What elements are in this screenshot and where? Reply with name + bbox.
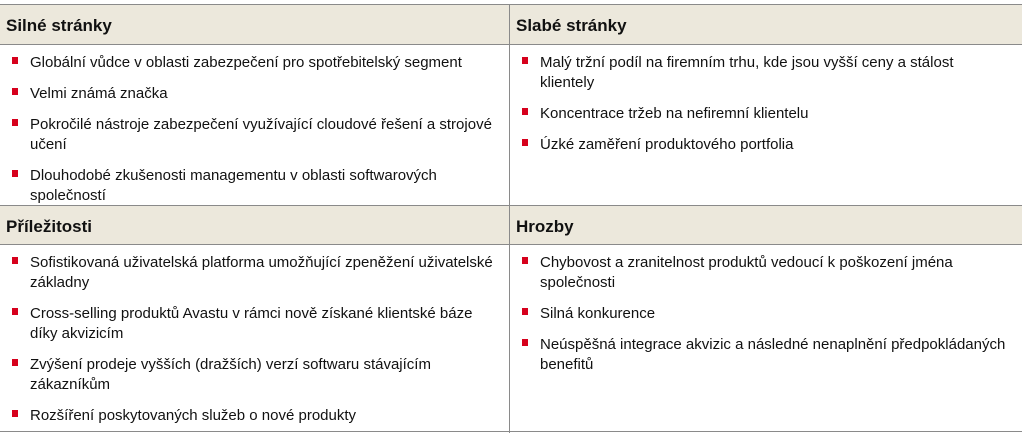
list-item-text: Neúspěšná integrace akvizic a následné nenaplnění předpokládaných benefitů <box>540 336 1006 373</box>
list-item <box>520 304 1010 324</box>
weaknesses-cell <box>510 45 1022 205</box>
list-item <box>10 53 497 73</box>
list-item-text: Dlouhodobé zkušenosti managementu v oblasti softwarových společností <box>30 167 437 204</box>
list-item <box>10 166 497 206</box>
list-item-text: Sofistikovaná uživatelská platforma umožňující zpeněžení uživatelské základny <box>30 254 493 291</box>
opportunities-list <box>10 253 497 426</box>
list-item <box>10 115 497 155</box>
square-bullet-icon <box>522 339 528 346</box>
square-bullet-icon <box>12 57 18 64</box>
square-bullet-icon <box>12 119 18 126</box>
list-item <box>520 253 1010 293</box>
square-bullet-icon <box>12 257 18 264</box>
threats-list <box>520 253 1010 375</box>
strengths-list <box>10 53 497 206</box>
square-bullet-icon <box>12 170 18 177</box>
strengths-cell <box>0 45 510 205</box>
list-item <box>520 104 1010 124</box>
list-item <box>10 253 497 293</box>
list-item <box>520 335 1010 375</box>
weaknesses-title: Slabé stránky <box>516 16 627 35</box>
list-item-text: Chybovost a zranitelnost produktů vedoucí k poškození jména společnosti <box>540 254 953 291</box>
opportunities-title: Příležitosti <box>6 217 92 236</box>
list-item-text: Globální vůdce v oblasti zabezpečení pro spotřebitelský segment <box>30 54 462 71</box>
list-item <box>520 53 1010 93</box>
list-item-text: Silná konkurence <box>540 305 656 322</box>
strengths-header <box>0 5 510 45</box>
weaknesses-list <box>520 53 1010 155</box>
list-item-text: Cross-selling produktů Avastu v rámci nově získané klientské báze díky akvizicím <box>30 305 473 342</box>
list-item <box>10 304 497 344</box>
list-item <box>520 135 1010 155</box>
threats-cell <box>510 245 1022 433</box>
swot-table <box>0 4 1022 432</box>
list-item-text: Rozšíření poskytovaných služeb o nové produkty <box>30 407 357 424</box>
list-item <box>10 84 497 104</box>
weaknesses-header <box>510 5 1022 45</box>
square-bullet-icon <box>522 139 528 146</box>
strengths-title: Silné stránky <box>6 16 112 35</box>
square-bullet-icon <box>12 359 18 366</box>
square-bullet-icon <box>522 57 528 64</box>
square-bullet-icon <box>522 257 528 264</box>
square-bullet-icon <box>522 108 528 115</box>
list-item <box>10 355 497 395</box>
list-item-text: Malý tržní podíl na firemním trhu, kde jsou vyšší ceny a stálost klientely <box>540 54 954 91</box>
list-item-text: Koncentrace tržeb na nefiremní klientelu <box>540 105 809 122</box>
square-bullet-icon <box>12 88 18 95</box>
list-item-text: Velmi známá značka <box>30 85 168 102</box>
list-item-text: Pokročilé nástroje zabezpečení využívající cloudové řešení a strojové učení <box>30 116 492 153</box>
list-item-text: Úzké zaměření produktového portfolia <box>540 136 794 153</box>
square-bullet-icon <box>522 308 528 315</box>
square-bullet-icon <box>12 410 18 417</box>
threats-title: Hrozby <box>516 217 574 236</box>
opportunities-header <box>0 205 510 245</box>
opportunities-cell <box>0 245 510 433</box>
list-item <box>10 406 497 426</box>
square-bullet-icon <box>12 308 18 315</box>
threats-header <box>510 205 1022 245</box>
list-item-text: Zvýšení prodeje vyšších (dražších) verzí softwaru stávajícím zákazníkům <box>30 356 431 393</box>
